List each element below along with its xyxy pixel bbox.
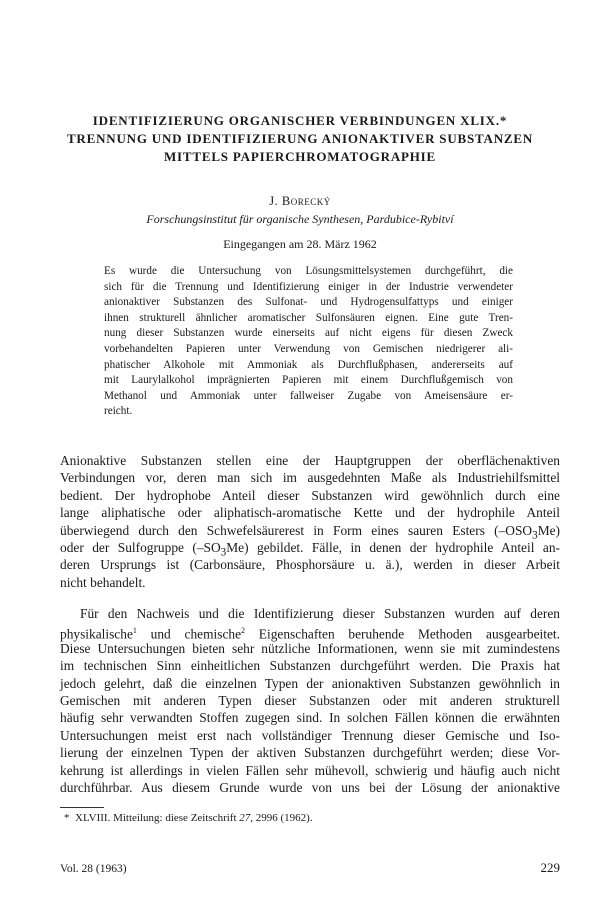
text-line: jedoch gelehrt, daß die einzelnen Typen der anionaktiven Substanzen gewöhnlich in [60, 675, 560, 691]
text-line: Untersuchungen meist erst nach vollständiger Trennung dieser Gemische und Iso- [60, 727, 560, 743]
volume-info: Vol. 28 (1963) [60, 863, 127, 875]
text-line: lierung der einzelnen Typen der aktiven Substanzen durchgeführt werden; diese Vor- [60, 745, 560, 761]
body-paragraph-1 [60, 452, 560, 591]
abstract-line: mit Laurylalkohol imprägnierten Papieren mit einem Durchflußgemisch von [104, 374, 513, 387]
text-span: Me) [537, 522, 560, 538]
text-line: Gemischen mit anderen Typen dieser Substanzen oder mit anderen strukturell [60, 692, 560, 708]
text-line: Diese Untersuchungen bieten sehr nützliche Informationen, wenn sie mit zumindestens [60, 640, 560, 656]
text-line [60, 622, 560, 642]
footnote-volume: 27, [239, 812, 254, 824]
text-line: bedient. Der hydrophobe Anteil dieser Substanzen wird gewöhnlich durch eine [60, 487, 560, 503]
text-line: häufig sehr verwandten Stoffen zugegen sind. In solchen Fällen können die erwähnten [60, 710, 560, 726]
abstract-line: Es wurde die Untersuchung von Lösungsmittelsystemen durchgeführt, die [104, 265, 513, 277]
abstract-line: Methanol und Ammoniak unter fallweiser Zugabe von Ameisensäure er- [104, 389, 513, 402]
text-span: physikalische [60, 626, 133, 642]
text-line: kehrung ist allerdings in vielen Fällen sehr mühevoll, schwierig und häufig auch nicht [60, 762, 560, 778]
text-span: und chemische [136, 626, 242, 642]
text-line: Für den Nachweis und die Identifizierung dieser Substanzen wurden auf deren [80, 606, 560, 621]
article-title-line-2: TRENNUNG UND IDENTIFIZIERUNG ANIONAKTIVER SUBSTANZEN [66, 131, 534, 146]
abstract-line: reicht. [104, 405, 133, 418]
footnote-text: 2996 (1962). [253, 812, 313, 824]
abstract-line: vorbehandelten Papieren unter Verwendung von Gemischen niedrigerer ali- [104, 342, 513, 355]
text-span: Anionaktive Substanzen stellen eine der Hauptgruppen der oberflächenaktiven [60, 453, 560, 468]
footnote-rule [60, 807, 104, 808]
received-date: Eingegangen am 28. März 1962 [223, 237, 377, 251]
author-name: J. Borecký [269, 194, 331, 208]
abstract-line: nung dieser Substanzen wurde einerseits auf nicht eigens für diesen Zweck [104, 327, 513, 340]
subscript: 3 [532, 529, 538, 542]
footnote-marker: * [64, 812, 70, 824]
text-span: oder der Sulfogruppe (–SO [60, 539, 221, 555]
article-title-line-3: MITTELS PAPIERCHROMATOGRAPHIE [163, 149, 437, 164]
author-affiliation: Forschungsinstitut für organische Synthesen, Pardubice-Rybitví [146, 212, 454, 226]
citation-superscript: 1 [132, 626, 137, 636]
text-line: nicht behandelt. [60, 574, 146, 590]
abstract-line: sich für die Trennung und Identifizierung einiger in der Industrie verwendeter [104, 280, 513, 293]
text-line [60, 522, 560, 542]
footnote-text: XLVIII. Mitteilung: diese Zeitschrift [75, 812, 240, 824]
text-span: Me) gebildet. Fälle, in denen der hydrophile Anteil an- [226, 539, 560, 555]
citation-superscript: 2 [241, 626, 246, 636]
text-span: Eigenschaften beruhende Methoden ausgearbeitet. [245, 626, 560, 642]
text-line: lange aliphatische oder aliphatisch-aromatische Kette und der hydrophile Anteil [60, 505, 560, 521]
article-title-line-1: IDENTIFIZIERUNG ORGANISCHER VERBINDUNGEN XLIX.* [92, 113, 508, 128]
text-line: im technischen Sinn einheitlichen Substanzen durchgeführt werden. Die Praxis hat [60, 658, 560, 674]
text-line [60, 539, 560, 559]
text-span: überwiegend durch den Schwefelsäurerest in Form eines sauren Esters (–OSO [60, 522, 533, 538]
abstract-line: ihnen strukturell ähnlicher aromatischer Sulfonsäuren eignen. Eine gute Tren- [104, 311, 513, 324]
abstract-line: phatischer Alkohole mit Ammoniak als Durchflußphasen, andererseits auf [104, 358, 513, 371]
footnote [64, 812, 313, 824]
abstract-line: anionaktiver Substanzen des Sulfonat- und Hydrogensulfattyps und einiger [104, 296, 513, 309]
text-line: durchführbar. Aus diesem Grunde wurde von uns bei der Lösung der anionaktive [60, 779, 560, 795]
text-line [60, 452, 560, 469]
text-line: Verbindungen vor, deren man sich im ausgedehnten Maße als Industriehilfsmittel [60, 470, 560, 486]
text-line: deren Ursprungs ist (Carbonsäure, Phosphorsäure u. ä.), werden in dieser Arbeit [60, 557, 560, 573]
page-number: 229 [540, 860, 560, 875]
body-paragraph-2 [60, 605, 560, 796]
subscript: 3 [220, 546, 227, 559]
abstract [104, 264, 513, 420]
